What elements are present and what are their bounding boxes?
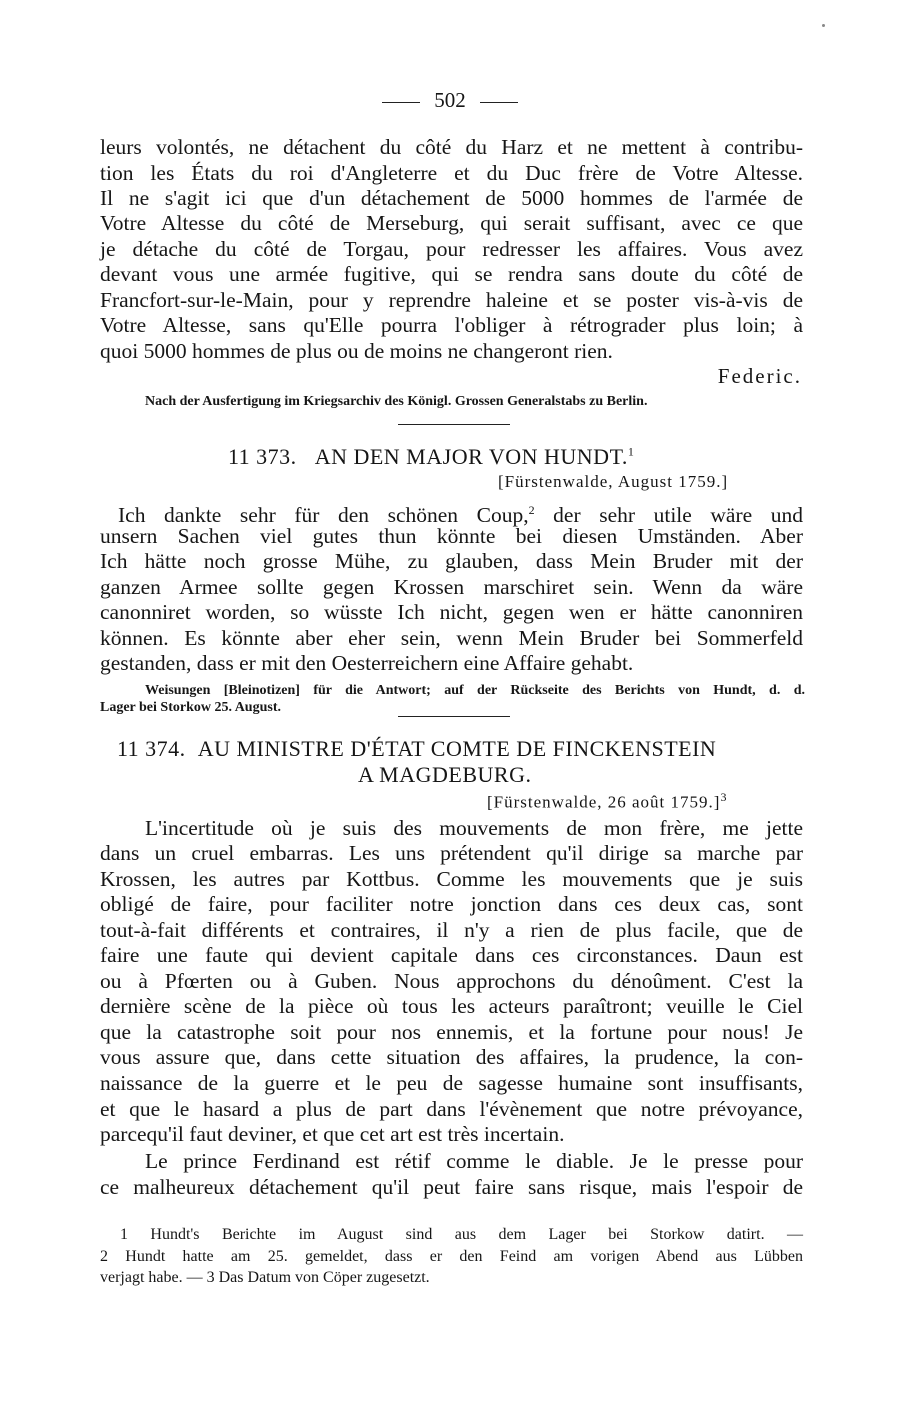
text-line: Votre Altesse, sans qu'Elle pourra l'obliger à rétrograder plus loin; à — [100, 313, 803, 337]
text-line: ce malheureux détachement qu'il peut faire sans risque, mais l'espoir de — [100, 1175, 803, 1199]
text-line: vous assure que, dans cette situation des affaires, la prudence, la con- — [100, 1045, 803, 1069]
text-segment: der sehr utile wäre und — [553, 503, 803, 528]
text-line: unsern Sachen viel gutes thun könnte bei diesen Umständen. Aber — [100, 524, 803, 548]
header-dash-right — [480, 102, 518, 103]
text-line: obligé de faire, pour faciliter notre jonction dans ces deux cas, sont — [100, 892, 803, 916]
footnote-marker: 1 — [627, 444, 635, 459]
source-note: Lager bei Storkow 25. August. — [100, 700, 281, 715]
dateline: [Fürstenwalde, August 1759.] — [498, 472, 729, 491]
date: August 1759. — [617, 472, 722, 491]
text-line: ou à Pfœrten ou à Guben. Nous approchons du dénoûment. C'est la — [100, 969, 803, 993]
footnote: verjagt habe. — 3 Das Datum von Cöper zugesetzt. — [100, 1269, 430, 1286]
letter-heading — [228, 444, 634, 470]
text-line: Il ne s'agit ici que d'un détachement de 5000 hommes de l'armée de — [100, 186, 803, 210]
text-line: que la catastrophe soit pour nos ennemis, et la fortune pour nous! Je — [100, 1020, 803, 1044]
letter-number: 11 374. — [117, 736, 186, 761]
text-line — [118, 497, 803, 528]
letter-title-line2: A MAGDEBURG. — [358, 762, 532, 787]
letter-number: 11 373. — [228, 444, 297, 469]
signature: Federic. — [717, 364, 802, 388]
text-line: Krossen, les autres par Kottbus. Comme les mouvements que je suis — [100, 867, 803, 891]
text-line: Votre Altesse du côté de Merseburg, qui serait suffisant, avec ce que — [100, 211, 803, 235]
letter-title: AU MINISTRE D'ÉTAT COMTE DE FINCKENSTEIN — [197, 736, 717, 761]
header-dash-left — [382, 102, 420, 103]
speck — [822, 24, 825, 27]
text-line: Le prince Ferdinand est rétif comme le diable. Je le presse pour — [145, 1149, 803, 1173]
text-line: können. Es könnte aber eher sein, wenn Mein Bruder bei Sommerfeld — [100, 626, 803, 650]
text-line: dans un cruel embarras. Les uns prétendent qu'il dirige sa marche par — [100, 841, 803, 865]
text-line: canonniret worden, so wüsste Ich nicht, gegen wen er hätte canonniren — [100, 600, 803, 624]
text-line: et que le hasard a plus de part dans l'évènement que notre prévoyance, — [100, 1097, 803, 1121]
place: Fürstenwalde, — [504, 472, 614, 491]
text-line: faire une faute qui devient capitale dans ces circonstances. Daun est — [100, 943, 803, 967]
place: Fürstenwalde, — [493, 792, 603, 812]
date: 26 août 1759. — [607, 792, 714, 812]
text-line: tout-à-fait différents et contraires, il n'y a rien de plus facile, que de — [100, 918, 803, 942]
page-header — [0, 88, 900, 113]
text-line: je détache du côté de Torgau, pour redresser les affaires. Vous avez — [100, 237, 803, 261]
text-segment: Ich dankte sehr für den schönen Coup, — [118, 503, 529, 528]
dateline: [Fürstenwalde, 26 août 1759.]$^3$ — [487, 790, 728, 812]
text-line: parcequ'il faut deviner, et que cet art est très incertain. — [100, 1122, 565, 1146]
footnote-marker: 2 — [528, 503, 535, 517]
page-number: 502 — [434, 88, 466, 112]
text-line: quoi 5000 hommes de plus ou de moins ne changeront rien. — [100, 339, 613, 363]
footnote: 2 Hundt hatte am 25. gemeldet, dass er den Feind am vorigen Abend aus Lübben — [100, 1248, 803, 1265]
text-line: tion les États du roi d'Angleterre et du Duc frère de Votre Altesse. — [100, 161, 803, 185]
source-note: Weisungen [Bleinotizen] für die Antwort; auf der Rückseite des Berichts von Hundt, d. d. — [145, 683, 805, 698]
section-rule — [398, 424, 510, 425]
text-line: leurs volontés, ne détachent du côté du Harz et ne mettent à contribu- — [100, 135, 803, 159]
section-rule — [398, 716, 510, 717]
source-note: Nach der Ausfertigung im Kriegsarchiv des Königl. Grossen Generalstabs zu Berlin. — [145, 394, 648, 409]
footnote: 1 Hundt's Berichte im August sind aus dem Lager bei Storkow datirt. — — [120, 1226, 803, 1243]
text-line: L'incertitude où je suis des mouvements de mon frère, me jette — [145, 816, 803, 840]
text-line: devant vous une armée fugitive, qui se rendra sans doute du côté de — [100, 262, 803, 286]
text-line: dernière scène de la pièce où tous les acteurs paraîtront; veuille le Ciel — [100, 994, 803, 1018]
letter-title: AN DEN MAJOR VON HUNDT. — [314, 444, 628, 469]
text-line: Francfort-sur-le-Main, pour y reprendre haleine et se poster vis-à-vis de — [100, 288, 803, 312]
text-line: Ich hätte noch grosse Mühe, zu glauben, dass Mein Bruder mit der — [100, 549, 803, 573]
text-line: naissance de la guerre et le peu de sagesse humaine sont insuffisants, — [100, 1071, 803, 1095]
letter-heading — [117, 736, 716, 762]
text-line: ganzen Armee sollte gegen Krossen marschiret sein. Wenn da wäre — [100, 575, 803, 599]
text-line: gestanden, dass er mit den Oesterreichern eine Affaire gehabt. — [100, 651, 634, 675]
footnote-marker: 3 — [720, 790, 728, 804]
